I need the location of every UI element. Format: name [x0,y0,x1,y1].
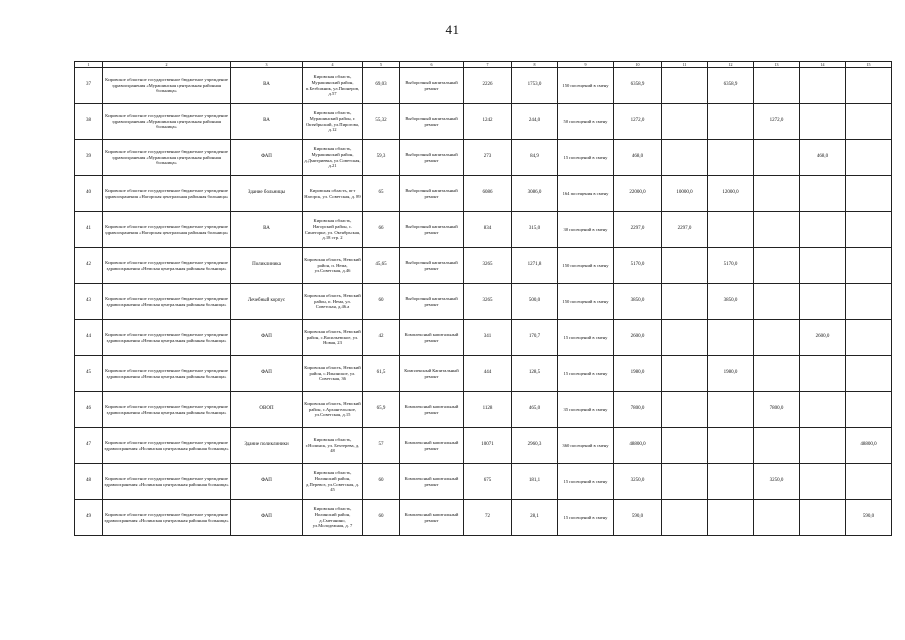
cost-year-3-cell [754,176,800,212]
total-area-cell: 675 [464,464,512,500]
capacity-cell: 35 посещений в смену [558,392,614,428]
organization-name-cell: Кировское областное государственное бюджетное учреждение здравоохранения «Нагорская центральная районная больница» [103,212,231,248]
wear-percent-cell: 65,9 [363,392,400,428]
page-number: 41 [445,22,460,37]
organization-name-cell: Кировское областное государственное бюджетное учреждение здравоохранения «Немская центральная районная больница» [103,392,231,428]
wear-percent-cell: 57 [363,428,400,464]
capacity-cell: 150 посещений в смену [558,68,614,104]
object-address-cell: Кировская область, Немский район, с.Архангельское, ул.Советская, д.15 [303,392,363,428]
wear-percent-cell: 69,03 [363,68,400,104]
cost-year-2-cell: 5170,0 [708,248,754,284]
capacity-cell: 15 посещений в смену [558,464,614,500]
work-type-cell: Выборочный капитальный ремонт [400,284,464,320]
cost-year-2-cell [708,428,754,464]
cost-year-4-cell [800,500,846,536]
column-number-cell: 4 [303,62,363,68]
organization-name-cell: Кировское областное государственное бюджетное учреждение здравоохранения «Немская центральная районная больница» [103,356,231,392]
table-row [75,500,892,536]
object-address-cell: Кировская область, Немский район, п. Нема, ул. Советская, д.46.а [303,284,363,320]
object-type-cell: ВА [231,212,303,248]
repair-area-cell: 28,1 [512,500,558,536]
column-number-cell: 8 [512,62,558,68]
repair-area-cell: 500,0 [512,284,558,320]
cost-year-4-cell [800,104,846,140]
row-number-cell: 41 [75,212,103,248]
wear-percent-cell: 61,5 [363,356,400,392]
object-address-cell: Кировская область, Мурашинский район, д.Дмитриевка, ул.Советская, д.21 [303,140,363,176]
cost-year-1-cell [662,248,708,284]
cost-year-4-cell [800,176,846,212]
total-cost-cell: 1272,0 [614,104,662,140]
table-row [75,464,892,500]
object-type-cell: ВА [231,104,303,140]
repair-area-cell: 128,5 [512,356,558,392]
work-type-cell: Выборочный капитальный ремонт [400,104,464,140]
object-type-cell: Лечебный корпус [231,284,303,320]
total-area-cell: 1242 [464,104,512,140]
cost-year-3-cell [754,68,800,104]
object-address-cell: Кировская область, Нолинский район, д.Сметанино, ул.Молодежная, д. 7 [303,500,363,536]
cost-year-3-cell [754,428,800,464]
object-address-cell: Кировская область, г.Нолинск, ул. Бехтерева, д. 48 [303,428,363,464]
object-address-cell: Кировская область, Нагорский район, с. Синегорье, ул. Октябрьская, д.18 стр. 2 [303,212,363,248]
capacity-cell: 15 посещений в смену [558,356,614,392]
object-type-cell: ФАП [231,320,303,356]
cost-year-4-cell [800,68,846,104]
row-number-cell: 39 [75,140,103,176]
capacity-cell: 50 посещений в смену [558,104,614,140]
cost-year-1-cell [662,284,708,320]
repair-area-cell: 3086,0 [512,176,558,212]
object-type-cell: Здание поликлиники [231,428,303,464]
cost-year-2-cell [708,140,754,176]
table-row [75,248,892,284]
object-type-cell: ФАП [231,464,303,500]
object-type-cell: ФАП [231,140,303,176]
cost-year-1-cell [662,356,708,392]
column-number-cell: 13 [754,62,800,68]
capacity-cell: 150 посещений в смену [558,284,614,320]
cost-year-1-cell [662,140,708,176]
wear-percent-cell: 55,32 [363,104,400,140]
object-type-cell: Поликлиника [231,248,303,284]
total-area-cell: 3265 [464,284,512,320]
column-number-cell: 6 [400,62,464,68]
table-row [75,356,892,392]
work-type-cell: Выборочный капитальный ремонт [400,248,464,284]
cost-year-1-cell [662,428,708,464]
object-address-cell: Кировская область, Немский район, с.Ильинское, ул. Советская, 36 [303,356,363,392]
total-area-cell: 834 [464,212,512,248]
total-cost-cell: 48800,0 [614,428,662,464]
wear-percent-cell: 59,3 [363,140,400,176]
row-number-cell: 45 [75,356,103,392]
organization-name-cell: Кировское областное государственное бюджетное учреждение здравоохранения «Мурашинская центральная районная больница» [103,104,231,140]
total-cost-cell: 3850,0 [614,284,662,320]
cost-year-2-cell [708,392,754,428]
cost-year-3-cell [754,140,800,176]
object-address-cell: Кировская область, Мурашинский район, п.Безбожник, ул.Пионеров, д.57 [303,68,363,104]
cost-year-5-cell [846,356,892,392]
cost-year-5-cell: 590,0 [846,500,892,536]
work-type-cell: Комплексный капитальный ремонт [400,428,464,464]
cost-year-3-cell [754,212,800,248]
total-area-cell: 2226 [464,68,512,104]
column-number-cell: 9 [558,62,614,68]
cost-year-3-cell: 3250,0 [754,464,800,500]
cost-year-4-cell [800,428,846,464]
cost-year-3-cell: 7800,0 [754,392,800,428]
cost-year-4-cell [800,392,846,428]
cost-year-4-cell [800,212,846,248]
column-number-cell: 1 [75,62,103,68]
total-cost-cell: 2297,0 [614,212,662,248]
work-type-cell: Комплексный капитальный ремонт [400,464,464,500]
cost-year-1-cell [662,104,708,140]
cost-year-1-cell [662,68,708,104]
repair-area-cell: 315,0 [512,212,558,248]
cost-year-1-cell [662,320,708,356]
cost-year-5-cell [846,140,892,176]
cost-year-2-cell [708,212,754,248]
cost-year-5-cell [846,284,892,320]
total-cost-cell: 590,0 [614,500,662,536]
cost-year-5-cell [846,320,892,356]
table-row [75,140,892,176]
object-address-cell: Кировская область, Немский район, п. Нема, ул.Советская, д.46 [303,248,363,284]
cost-year-5-cell [846,464,892,500]
capacity-cell: 15 посещений в смену [558,500,614,536]
organization-name-cell: Кировское областное государственное бюджетное учреждение здравоохранения «Немская центральная районная больница» [103,248,231,284]
column-number-cell: 2 [103,62,231,68]
total-area-cell: 72 [464,500,512,536]
repair-area-cell: 465,0 [512,392,558,428]
total-cost-cell: 6358,9 [614,68,662,104]
object-address-cell: Кировская область, Немский район, с.Васильевское, ул. Новая, 23 [303,320,363,356]
cost-year-4-cell: 468,0 [800,140,846,176]
total-area-cell: 6086 [464,176,512,212]
cost-year-5-cell [846,176,892,212]
repair-area-cell: 1271,8 [512,248,558,284]
total-area-cell: 10071 [464,428,512,464]
table-row [75,392,892,428]
column-number-cell: 12 [708,62,754,68]
cost-year-2-cell: 3850,0 [708,284,754,320]
wear-percent-cell: 60 [363,464,400,500]
organization-name-cell: Кировское областное государственное бюджетное учреждение здравоохранения «Мурашинская центральная районная больница» [103,140,231,176]
capacity-cell: 150 посещений в смену [558,248,614,284]
row-number-cell: 37 [75,68,103,104]
cost-year-1-cell [662,500,708,536]
object-type-cell: ФАП [231,356,303,392]
column-number-cell: 10 [614,62,662,68]
table-row [75,104,892,140]
total-area-cell: 3265 [464,248,512,284]
wear-percent-cell: 60 [363,500,400,536]
total-cost-cell: 1980,0 [614,356,662,392]
object-address-cell: Кировская область, Мурашинский район, г. Октябрьский, ул.Пирогова, д.12 [303,104,363,140]
row-number-cell: 46 [75,392,103,428]
organization-name-cell: Кировское областное государственное бюджетное учреждение здравоохранения «Немская центральная районная больница» [103,320,231,356]
total-area-cell: 1128 [464,392,512,428]
repair-area-cell: 181,1 [512,464,558,500]
register-sheet [74,61,877,536]
table-row [75,176,892,212]
column-number-cell: 7 [464,62,512,68]
repair-area-cell: 2960,3 [512,428,558,464]
organization-name-cell: Кировское областное государственное бюджетное учреждение здравоохранения «Немская центральная районная больница» [103,284,231,320]
object-address-cell: Кировская область, Нолинский район, д.Перевоз, ул.Советская, д. 45 [303,464,363,500]
row-number-cell: 38 [75,104,103,140]
table-row [75,428,892,464]
object-type-cell: ВА [231,68,303,104]
cost-year-5-cell [846,212,892,248]
capacity-cell: 164 посещения в смену [558,176,614,212]
total-area-cell: 444 [464,356,512,392]
column-number-cell: 15 [846,62,892,68]
cost-year-3-cell [754,320,800,356]
cost-year-5-cell [846,392,892,428]
cost-year-5-cell [846,68,892,104]
cost-year-4-cell [800,464,846,500]
cost-year-2-cell: 12000,0 [708,176,754,212]
table-row [75,320,892,356]
cost-year-4-cell [800,284,846,320]
cost-year-4-cell [800,356,846,392]
repair-area-cell: 84,9 [512,140,558,176]
cost-year-1-cell: 10000,0 [662,176,708,212]
object-type-cell: ОВОП [231,392,303,428]
cost-year-5-cell [846,248,892,284]
cost-year-3-cell [754,284,800,320]
repair-area-cell: 170,7 [512,320,558,356]
cost-year-4-cell: 2600,0 [800,320,846,356]
cost-year-4-cell [800,248,846,284]
total-cost-cell: 2600,0 [614,320,662,356]
work-type-cell: Комплексный капитальный ремонт [400,500,464,536]
cost-year-5-cell: 48800,0 [846,428,892,464]
work-type-cell: Выборочный капитальный ремонт [400,68,464,104]
object-type-cell: Здание больницы [231,176,303,212]
organization-name-cell: Кировское областное государственное бюджетное учреждение здравоохранения «Мурашинская центральная районная больница» [103,68,231,104]
organization-name-cell: Кировское областное государственное бюджетное учреждение здравоохранения «Нагорская центральная районная больница» [103,176,231,212]
work-type-cell: Комплексный капитальный ремонт [400,320,464,356]
cost-year-2-cell [708,104,754,140]
column-number-cell: 5 [363,62,400,68]
table-body [75,62,892,536]
row-number-cell: 43 [75,284,103,320]
cost-year-3-cell [754,248,800,284]
organization-name-cell: Кировское областное государственное бюджетное учреждение здравоохранения «Нолинская центральная районная больница» [103,500,231,536]
table-row [75,68,892,104]
work-type-cell: Выборочный капитальный ремонт [400,140,464,176]
row-number-cell: 49 [75,500,103,536]
wear-percent-cell: 42 [363,320,400,356]
object-address-cell: Кировская область, пгт Нагорск, ул. Советская, д. 89 [303,176,363,212]
cost-year-1-cell: 2297,0 [662,212,708,248]
object-type-cell: ФАП [231,500,303,536]
table-row [75,212,892,248]
organization-name-cell: Кировское областное государственное бюджетное учреждение здравоохранения «Нолинская центральная районная больница» [103,464,231,500]
cost-year-2-cell [708,500,754,536]
total-cost-cell: 468,0 [614,140,662,176]
cost-year-3-cell [754,500,800,536]
column-number-cell: 11 [662,62,708,68]
total-cost-cell: 22000,0 [614,176,662,212]
work-type-cell: Выборочный капитальный ремонт [400,176,464,212]
work-type-cell: Выборочный капитальный ремонт [400,212,464,248]
wear-percent-cell: 66 [363,212,400,248]
wear-percent-cell: 60 [363,284,400,320]
total-cost-cell: 3250,0 [614,464,662,500]
column-number-cell: 3 [231,62,303,68]
total-cost-cell: 5170,0 [614,248,662,284]
work-type-cell: Комплексный Капитальный ремонт [400,356,464,392]
cost-year-1-cell [662,392,708,428]
capacity-cell: 15 посещений в смену [558,140,614,176]
row-number-cell: 40 [75,176,103,212]
repair-register-table [74,61,892,536]
total-area-cell: 273 [464,140,512,176]
cost-year-2-cell [708,464,754,500]
cost-year-2-cell: 1980,0 [708,356,754,392]
repair-area-cell: 1753,0 [512,68,558,104]
cost-year-2-cell [708,320,754,356]
repair-area-cell: 244,0 [512,104,558,140]
total-cost-cell: 7800,0 [614,392,662,428]
capacity-cell: 360 посещений в смену [558,428,614,464]
table-row [75,284,892,320]
total-area-cell: 341 [464,320,512,356]
cost-year-3-cell: 1272,0 [754,104,800,140]
cost-year-2-cell: 6358,9 [708,68,754,104]
column-number-cell: 14 [800,62,846,68]
organization-name-cell: Кировское областное государственное бюджетное учреждение здравоохранения «Нолинская центральная районная больница» [103,428,231,464]
wear-percent-cell: 45,65 [363,248,400,284]
row-number-cell: 44 [75,320,103,356]
row-number-cell: 47 [75,428,103,464]
capacity-cell: 15 посещений в смену [558,320,614,356]
cost-year-5-cell [846,104,892,140]
work-type-cell: Комплексный капитальный ремонт [400,392,464,428]
cost-year-1-cell [662,464,708,500]
cost-year-3-cell [754,356,800,392]
wear-percent-cell: 65 [363,176,400,212]
row-number-cell: 48 [75,464,103,500]
row-number-cell: 42 [75,248,103,284]
capacity-cell: 30 посещений в смену [558,212,614,248]
